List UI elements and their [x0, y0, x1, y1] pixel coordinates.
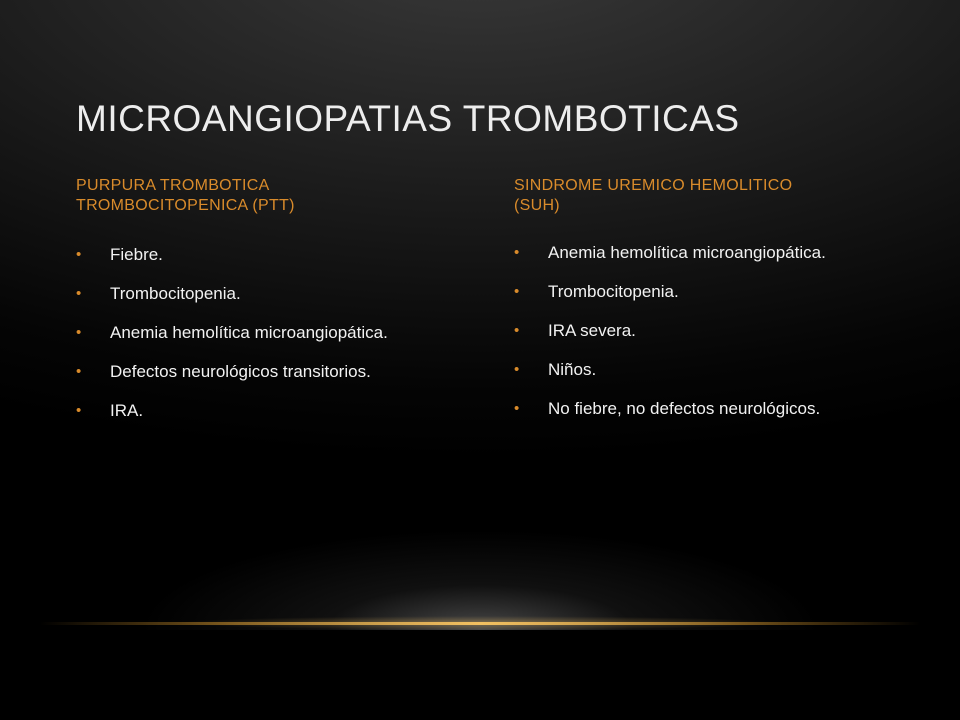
list-item-text: Trombocitopenia.	[548, 282, 679, 301]
list-item-text: Fiebre.	[110, 245, 163, 264]
list-item	[514, 359, 914, 398]
list-item	[76, 322, 476, 361]
right-column-heading	[514, 176, 914, 216]
bullet-dot-icon: •	[514, 322, 520, 339]
bullet-dot-icon: •	[514, 244, 520, 261]
left-heading-line-2: TROMBOCITOPENICA (PTT)	[76, 197, 295, 214]
right-heading-line-1: SINDROME UREMICO HEMOLITICO	[514, 177, 793, 194]
list-item	[514, 320, 914, 359]
list-item-text: Niños.	[548, 360, 597, 379]
right-column	[514, 176, 914, 437]
left-bullet-list	[76, 244, 476, 439]
list-item	[514, 398, 914, 437]
bullet-dot-icon: •	[76, 363, 82, 380]
left-column	[76, 176, 476, 439]
left-heading-line-1: PURPURA TROMBOTICA	[76, 177, 270, 194]
list-item	[76, 244, 476, 283]
list-item	[76, 283, 476, 322]
slide-title: MICROANGIOPATIAS TROMBOTICAS	[76, 98, 740, 139]
list-item	[514, 281, 914, 320]
list-item-text: Anemia hemolítica microangiopática.	[110, 323, 388, 342]
list-item-text: No fiebre, no defectos neurológicos.	[548, 399, 821, 418]
right-heading-line-2: (SUH)	[514, 197, 560, 214]
list-item-text: IRA.	[110, 401, 144, 420]
bullet-dot-icon: •	[76, 285, 82, 302]
bullet-dot-icon: •	[514, 361, 520, 378]
floor-glow	[130, 520, 830, 630]
list-item-text: Defectos neurológicos transitorios.	[110, 362, 371, 381]
list-item-text: Anemia hemolítica microangiopática.	[548, 243, 826, 262]
gold-divider-line	[40, 622, 920, 625]
bullet-dot-icon: •	[514, 283, 520, 300]
left-column-heading	[76, 176, 476, 216]
bullet-dot-icon: •	[76, 324, 82, 341]
list-item	[514, 242, 914, 281]
list-item-text: IRA severa.	[548, 321, 636, 340]
list-item-text: Trombocitopenia.	[110, 284, 241, 303]
bullet-dot-icon: •	[514, 400, 520, 417]
list-item	[76, 361, 476, 400]
bullet-dot-icon: •	[76, 246, 82, 263]
list-item	[76, 400, 476, 439]
bullet-dot-icon: •	[76, 402, 82, 419]
right-bullet-list	[514, 242, 914, 437]
